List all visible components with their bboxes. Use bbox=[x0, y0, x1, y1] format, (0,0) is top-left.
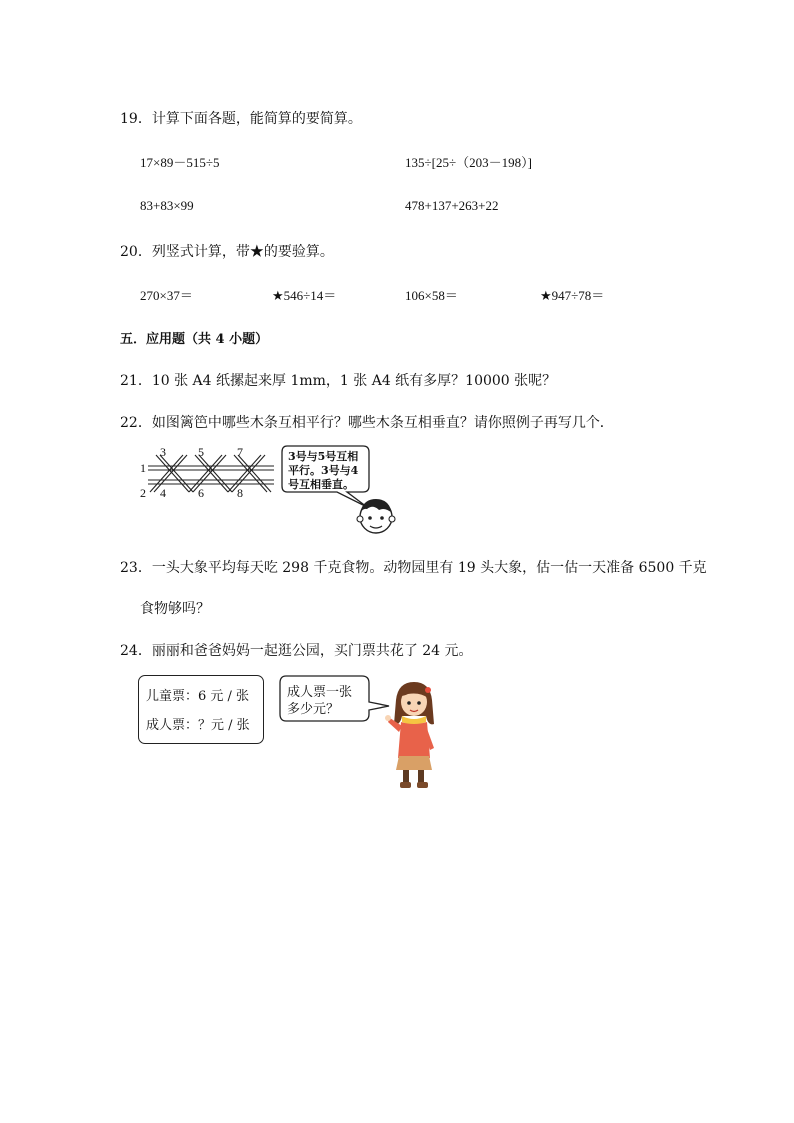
q23-text-line2: 食物够吗？ bbox=[140, 601, 210, 617]
fence-label-4: 4 bbox=[160, 486, 166, 500]
fence-diagram bbox=[140, 442, 280, 500]
q19-expr-1: 17×89－515÷5 bbox=[140, 155, 220, 170]
girl-illustration bbox=[384, 678, 444, 793]
q20-expr-4: ★947÷78＝ bbox=[540, 288, 605, 303]
q24-text: 24．丽丽和爸爸妈妈一起逛公园，买门票共花了 24 元。 bbox=[120, 643, 473, 659]
section-heading: 五．应用题（共 4 小题） bbox=[120, 332, 269, 347]
q24-bubble-text bbox=[287, 684, 352, 718]
q24-bubble-line2: 多少元？ bbox=[287, 702, 340, 717]
fence-label-2: 2 bbox=[140, 486, 146, 500]
q24-bubble-line1: 成人票一张 bbox=[287, 685, 353, 700]
fence-label-8: 8 bbox=[237, 486, 243, 500]
q20-title: 20．列竖式计算，带★的要验算。 bbox=[120, 244, 334, 260]
q19-expr-3: 83+83×99 bbox=[140, 198, 194, 213]
q22-text: 22．如图篱笆中哪些木条互相平行？哪些木条互相垂直？请你照例子再写几个． bbox=[120, 415, 614, 431]
fence-label-3: 3 bbox=[160, 445, 166, 459]
q23-text-line1: 23．一头大象平均每天吃 298 千克食物。动物园里有 19 头大象，估一估一天准备 6500 千克 bbox=[120, 560, 707, 576]
boy-avatar-icon bbox=[355, 495, 397, 537]
q20-expr-3: 106×58＝ bbox=[405, 288, 458, 303]
q20-expr-2: ★546÷14＝ bbox=[272, 288, 337, 303]
q19-expr-2: 135÷[25÷（203－198）] bbox=[405, 155, 532, 170]
price-adult: 成人票：？元 / 张 bbox=[146, 718, 250, 733]
q21-text: 21．10 张 A4 纸摞起来厚 1mm，1 张 A4 纸有多厚？10000 张呢？ bbox=[120, 373, 557, 389]
fence-label-7: 7 bbox=[237, 445, 243, 459]
fence-label-5: 5 bbox=[198, 445, 204, 459]
q19-expr-4: 478+137+263+22 bbox=[405, 198, 499, 213]
ticket-price-box bbox=[138, 675, 264, 744]
q22-bubble-text: 3号与5号互相平行。3号与4号互相垂直。 bbox=[288, 450, 359, 491]
q19-title: 19．计算下面各题，能简算的要简算。 bbox=[120, 111, 362, 127]
q20-expr-1: 270×37＝ bbox=[140, 288, 193, 303]
fence-label-1: 1 bbox=[140, 461, 146, 475]
price-child: 儿童票：6 元 / 张 bbox=[146, 689, 250, 704]
fence-label-6: 6 bbox=[198, 486, 204, 500]
